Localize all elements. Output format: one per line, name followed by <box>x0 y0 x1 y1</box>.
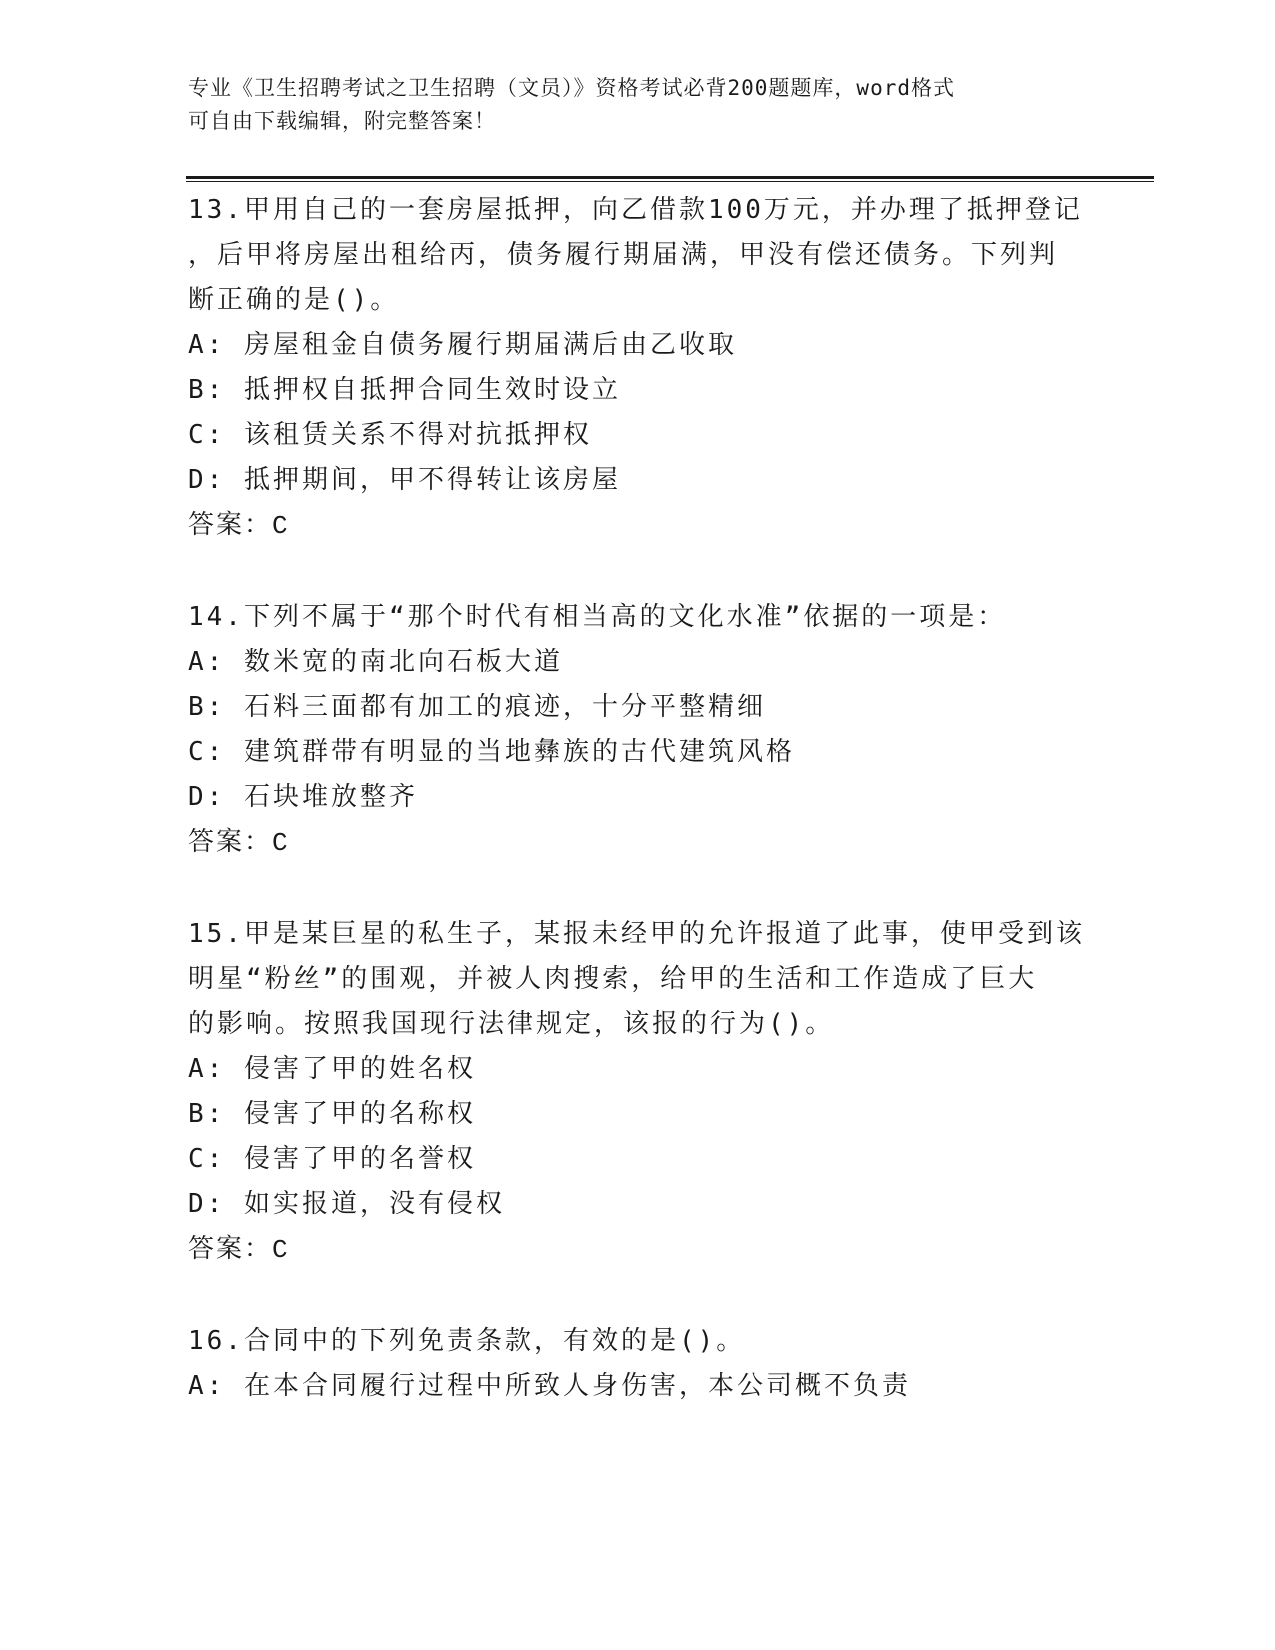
header-divider-thin <box>186 181 1154 182</box>
answer-label: 答案： <box>188 827 273 857</box>
option-c: C: 建筑群带有明显的当地彝族的古代建筑风格 <box>188 737 795 767</box>
document-header <box>188 72 1088 138</box>
question-stem <box>188 912 1128 1047</box>
stem-line: 明星“粉丝”的围观，并被人肉搜索，给甲的生活和工作造成了巨大 <box>188 964 1038 994</box>
question-16 <box>188 1319 1128 1409</box>
answer-value: C <box>272 1235 291 1265</box>
answer-value: C <box>272 511 291 541</box>
stem-line: 15.甲是某巨星的私生子，某报未经甲的允许报道了此事，使甲受到该 <box>188 919 1085 949</box>
option-d: D: 如实报道，没有侵权 <box>188 1189 505 1219</box>
answer-label: 答案： <box>188 510 273 540</box>
stem-line: 14.下列不属于“那个时代有相当高的文化水准”依据的一项是： <box>188 602 1007 632</box>
option-d: D: 石块堆放整齐 <box>188 782 418 812</box>
option-b: B: 石料三面都有加工的痕迹，十分平整精细 <box>188 692 766 722</box>
option-a: A: 侵害了甲的姓名权 <box>188 1054 476 1084</box>
stem-line: 的影响。按照我国现行法律规定，该报的行为()。 <box>188 1009 835 1039</box>
answer-line <box>188 503 1128 549</box>
stem-line: 断正确的是()。 <box>188 285 400 315</box>
question-list <box>188 188 1128 1455</box>
header-line-2: 可自由下载编辑，附完整答案！ <box>188 109 496 133</box>
stem-line: 13.甲用自己的一套房屋抵押，向乙借款100万元，并办理了抵押登记 <box>188 195 1083 225</box>
header-line-1: 专业《卫生招聘考试之卫生招聘（文员）》资格考试必背200题题库，word格式 <box>188 76 955 100</box>
answer-value: C <box>272 828 291 858</box>
question-15 <box>188 912 1128 1273</box>
answer-line <box>188 1227 1128 1273</box>
option-d: D: 抵押期间，甲不得转让该房屋 <box>188 465 621 495</box>
header-divider-thick <box>186 176 1154 179</box>
option-b: B: 侵害了甲的名称权 <box>188 1099 476 1129</box>
stem-line: ，后甲将房屋出租给丙，债务履行期届满，甲没有偿还债务。下列判 <box>188 240 1059 270</box>
option-b: B: 抵押权自抵押合同生效时设立 <box>188 375 621 405</box>
option-a: A: 在本合同履行过程中所致人身伤害，本公司概不负责 <box>188 1371 911 1401</box>
question-14 <box>188 595 1128 866</box>
option-a: A: 房屋租金自债务履行期届满后由乙收取 <box>188 330 737 360</box>
stem-line: 16.合同中的下列免责条款，有效的是()。 <box>188 1326 746 1356</box>
question-13 <box>188 188 1128 549</box>
option-a: A: 数米宽的南北向石板大道 <box>188 647 563 677</box>
option-c: C: 该租赁关系不得对抗抵押权 <box>188 420 592 450</box>
question-stem <box>188 1319 1128 1364</box>
question-stem <box>188 595 1128 640</box>
option-c: C: 侵害了甲的名誉权 <box>188 1144 476 1174</box>
question-stem <box>188 188 1128 323</box>
answer-line <box>188 820 1128 866</box>
answer-label: 答案： <box>188 1234 273 1264</box>
